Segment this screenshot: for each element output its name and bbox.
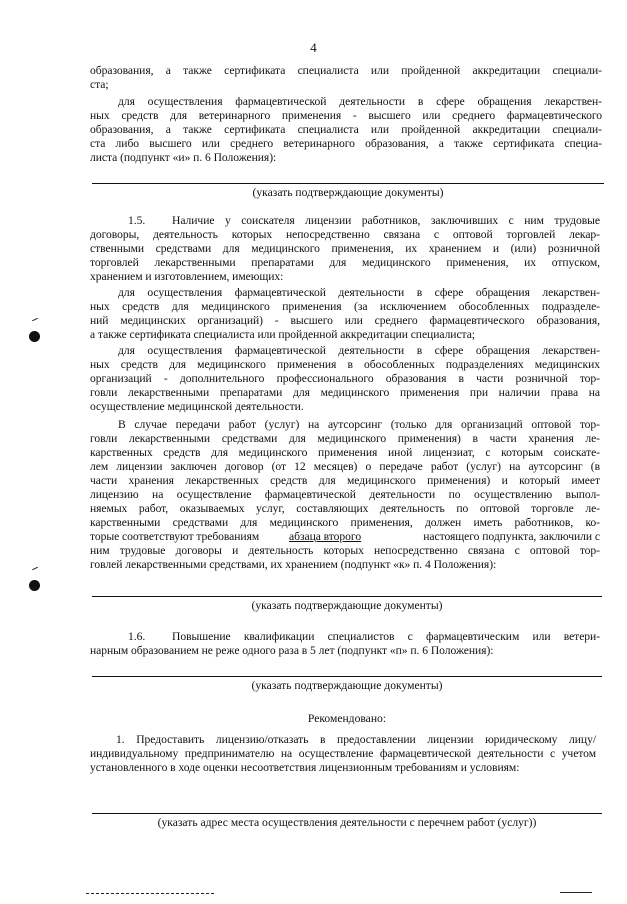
- text-line: ста;: [90, 78, 109, 91]
- text-line: нарным образованием не реже одного раза в 5 лет (подпункт «п» п. 6 Положения):: [90, 644, 494, 657]
- text-line: для осуществления фармацевтической деятельности в сфере обращения лекарствен-: [118, 344, 600, 357]
- item-number: 1.6.: [128, 630, 146, 643]
- text-line: В случае передачи работ (услуг) на аутсорсинг (только для организаций оптовой тор-: [118, 418, 600, 431]
- text-line: для осуществления фармацевтической деятельности в сфере обращения лекарствен-: [118, 286, 600, 299]
- text-line: хранением и изготовлением, имеющих:: [90, 270, 284, 283]
- text-line: говли лекарственными средствами для медицинского применения) в части хранения ле-: [90, 432, 600, 445]
- text-line: для осуществления фармацевтической деятельности в сфере обращения лекарствен-: [118, 95, 602, 108]
- text-line: лицензию на осуществление фармацевтической деятельности по осуществлению выпол-: [90, 488, 600, 501]
- link-abzats-vtorogo[interactable]: абзаца второго: [289, 530, 362, 543]
- recommendation-paragraph: 1. Предоставить лицензию/отказать в предоставлении лицензии юридическому лицу/индивидуальному предпринимателю на осуществление фармацевтической деятельности с учетом установленного в ходе оценки несоответствия лицензионным требованиям и условиям:: [90, 733, 596, 774]
- scan-edge-mark: [86, 893, 214, 894]
- field-caption: (указать подтверждающие документы): [251, 679, 443, 692]
- text-line: торговлей лекарственными препаратами для медицинского применения, их отпуском,: [90, 256, 600, 269]
- text-line: ных средств для ветеринарного применения - высшего или среднего фармацевтического: [90, 109, 602, 122]
- text-line: а также сертификата специалиста или пройденной аккредитации специалиста;: [90, 328, 475, 341]
- page-number: 4: [310, 40, 317, 55]
- text-line: организаций - дополнительного профессионального образования в части розничной тор-: [90, 372, 600, 385]
- text-line: няемых работ, оказываемых услуг, составляющих деятельность по оптовой торговле ле-: [90, 502, 600, 515]
- text-line: Наличие у соискателя лицензии работников, заключивших с ним трудовые: [172, 214, 600, 227]
- text-line: осуществление медицинской деятельности.: [90, 400, 304, 413]
- text-line: настоящего подпункта, заключили с: [423, 530, 600, 543]
- text-line: ста либо высшего или среднего ветеринарного образования, а также сертификата специа-: [90, 137, 602, 150]
- item-number: 1.5.: [128, 214, 146, 227]
- text-line: части хранения лекарственных средств для медицинского применения) и который имеет: [90, 474, 600, 487]
- text-line: говли лекарственными препаратами для медицинского применения при наличии права на: [90, 386, 600, 399]
- scan-mark: [32, 567, 38, 570]
- text-line: ним трудовые договоры и деятельность которых непосредственно связана с оптовой тор-: [90, 544, 600, 557]
- text-line: торые соответствуют требованиям: [90, 530, 260, 543]
- section-heading: Рекомендовано:: [307, 712, 387, 725]
- scan-mark: [32, 318, 38, 321]
- text-line: образования, а также сертификата специалиста или пройденной аккредитации специали-: [90, 64, 602, 77]
- field-caption: (указать адрес места осуществления деятельности с перечнем работ (услуг)): [157, 816, 537, 829]
- text-line: договоры, деятельность которых непосредственно связана с оптовой торговлей лекар-: [90, 228, 600, 241]
- field-caption: (указать подтверждающие документы): [251, 599, 443, 612]
- fill-in-line: [92, 676, 602, 677]
- fill-in-line: [92, 183, 604, 184]
- scan-edge-mark: [560, 892, 592, 893]
- text-line: ных средств для медицинского применения (за исключением обособленных подразделе-: [90, 300, 600, 313]
- text-line: листа (подпункт «и» п. 6 Положения):: [90, 151, 277, 164]
- hole-punch-mark: [29, 580, 40, 591]
- hole-punch-mark: [29, 331, 40, 342]
- text-line: ственными средствами для медицинского применения, их хранением и (или) розничной: [90, 242, 600, 255]
- text-line: ных средств для медицинского применения в обособленных подразделениях медицинских: [90, 358, 600, 371]
- text-line: карственных средств для медицинского применения иной лицензиат, с которым соискате-: [90, 446, 600, 459]
- field-caption: (указать подтверждающие документы): [252, 186, 444, 199]
- text-line: ний медицинских организаций) - высшего или среднего фармацевтического образования,: [90, 314, 600, 327]
- text-line: Повышение квалификации специалистов с фармацевтическим или ветери-: [172, 630, 600, 643]
- text-line: говлей лекарственными средствами, их хранением (подпункт «к» п. 4 Положения):: [90, 558, 497, 571]
- text-line: карственными средствами для медицинского применения, должен иметь работников, ко-: [90, 516, 600, 529]
- text-line: образования, а также сертификата специалиста или пройденной аккредитации специали-: [90, 123, 602, 136]
- fill-in-line: [92, 596, 602, 597]
- text-line: лем лицензии заключен договор (от 12 месяцев) о передаче работ (услуг) на аутсорсинг (в: [90, 460, 600, 473]
- fill-in-line: [92, 813, 602, 814]
